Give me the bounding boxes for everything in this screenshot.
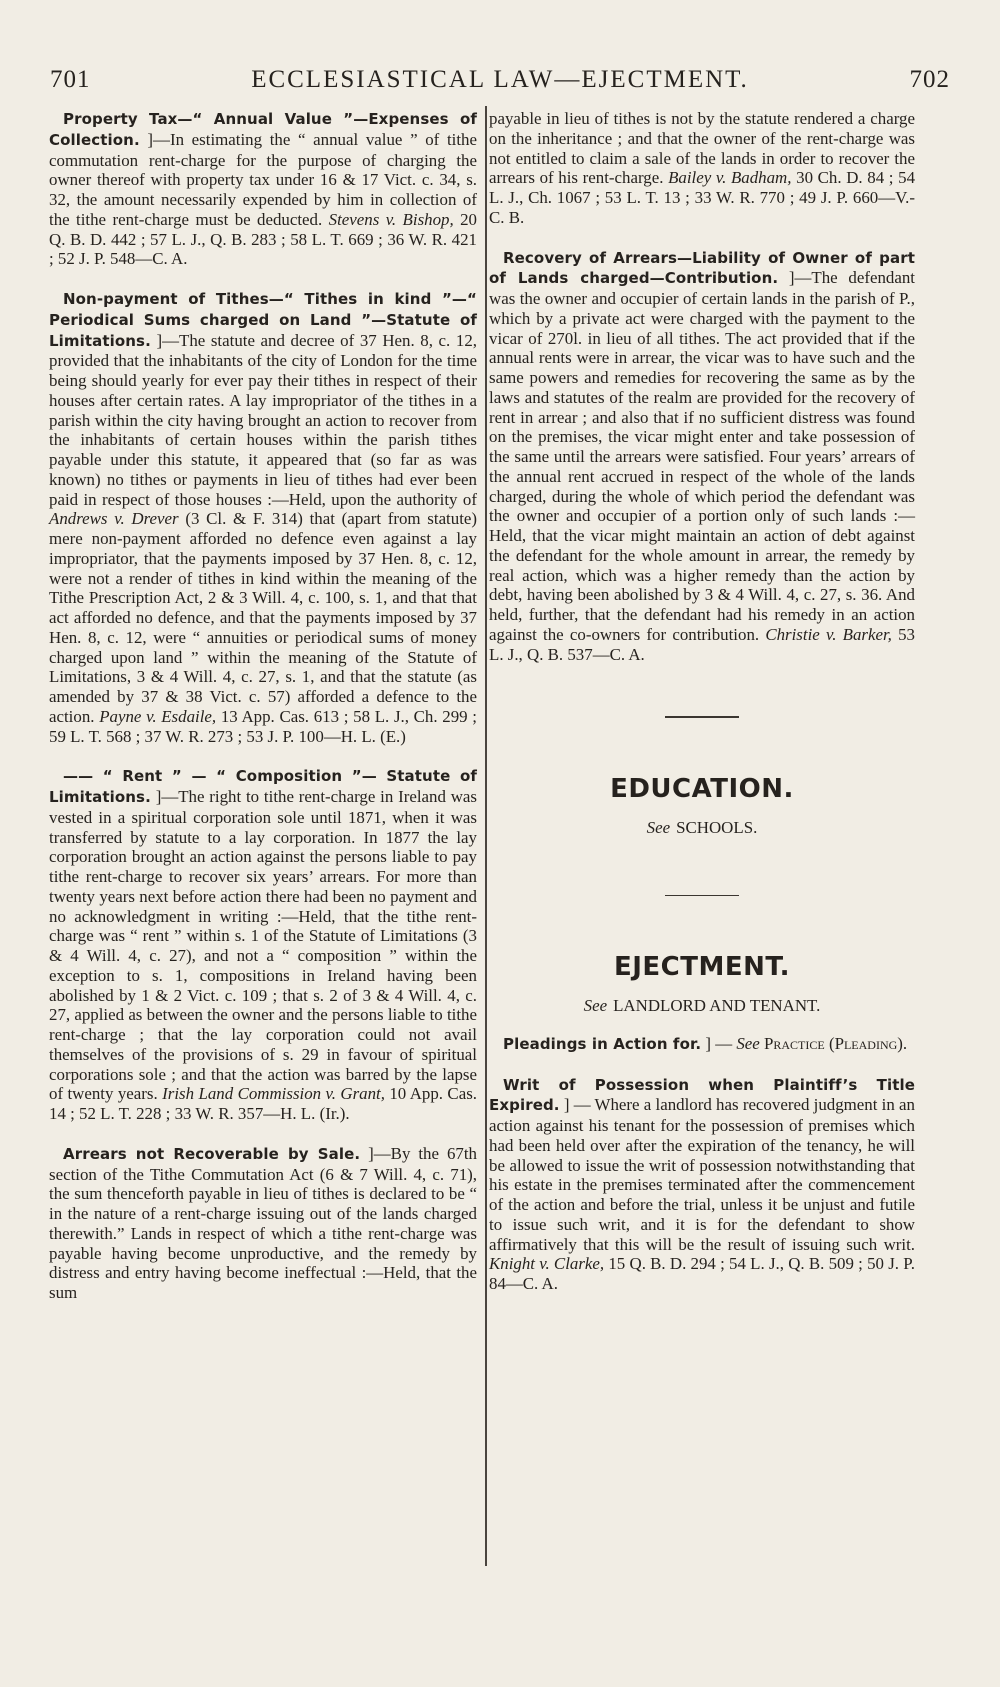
entry-heading: —— “ Rent ” — “ Composition ”— Statute of Limitations.: [49, 767, 477, 806]
case-name: Knight v. Clarke,: [489, 1254, 605, 1274]
entry-text: ]—In estimating the “ annual value ” of tithe commutation rent-charge for the purpose of charging the owner thereof with property tax under 16 & 17 Vict. c. 34, s. 32, the amount necessarily expended by him in collection of the tithe rent-charge must be deducted.: [49, 129, 477, 229]
entry-text: ]—The statute and decree of 37 Hen. 8, c. 12, provided that the inhabitants of the city of London for the time being should yearly for ever pay their tithes in respect of their houses after certain rates. A lay impropriator of the tithes in a parish within the city having brought an action to recover from the inhabitants of certain houses within the parish tithes payable under this statute, it appeared that (so far as was known) no tithes or payments in lieu of tithes had ever been paid in respect of those houses :—Held, upon the authority of: [49, 330, 477, 509]
cross-reference-target: LANDLORD AND TENANT.: [613, 996, 821, 1015]
entry-writ-possession: [489, 1075, 915, 1294]
entry-heading: Arrears not Recoverable by Sale.: [63, 1144, 361, 1163]
entry-heading: Pleadings in Action for.: [503, 1034, 702, 1053]
entry-heading: Non-payment of Tithes—“ Tithes in kind ”—“ Periodical Sums charged on Land ”—Statute of Limitations.: [49, 290, 477, 350]
case-name: Payne v. Esdaile,: [99, 706, 217, 726]
entry-heading: Recovery of Arrears—Liability of Owner of part of Lands charged—Contribution.: [489, 248, 915, 288]
entry-text: ] —: [701, 1033, 737, 1053]
entry-text: ] — Where a landlord has recovered judgment in an action against his tenant for the possession of premises which had been held over after the expiration of the tenancy, he will be allowed to issue the writ of possession notwithstanding that his estate in the premises terminated after the commencement of the action and before the trial, unless it be unjust and futile to issue such writ, and it is for the defendant to show affirmatively that this will be the result of issuing such writ.: [489, 1095, 915, 1254]
case-citation: 10 App. Cas. 14 ; 52 L. T. 228 ; 33 W. R. 357—H. L. (Ir.).: [49, 1084, 477, 1123]
running-header: [50, 66, 950, 106]
entry-text: ]—The right to tithe rent-charge in Ireland was vested in a spiritual corporation sole until 1871, when it was transferred by statute to a lay corporation. In 1877 the lay corporation brought an action against the persons liable to pay tithe rent-charge to recover six years’ arrears. For more than twenty years next before action there had been no payment and no acknowledgment in writing :—Held, that the tithe rent-charge was “ rent ” within s. 1 of the Statute of Limitations (3 & 4 Will. 4, c. 27), and not a “ composition ” within the exception to s. 1, compositions in Ireland having been abolished by 1 & 2 Vict. c. 109 ; that s. 2 of 3 & 4 Will. 4, c. 27, applied as between the owner and the persons liable to tithe rent-charge ; that the lay corporation could not avail themselves of the provisions of s. 29 in favour of spiritual corporations sole ; and that the action was barred by the lapse of twenty years.: [49, 787, 477, 1104]
case-citation: 13 App. Cas. 613 ; 58 L. J., Ch. 299 ; 59 L. T. 568 ; 37 W. R. 273 ; 53 J. P. 100—H. L. (E.): [49, 706, 477, 746]
section-heading-education: EDUCATION.: [610, 773, 794, 804]
entry-text: ]—The defendant was the owner and occupier of certain lands in the parish of P., which by a private act were charged with the payment to the vicar of 270l. in lieu of all tithes. The act provided that if the annual rents were in arrear, the vicar was to have such and the same powers and remedies for recovering the same as by the laws and statutes of the realm are provided for the recovery of rent in arrear ; and also that if no sufficient distress was found on the premises, the vicar might enter and take possession of the same until the arrears were satisfied. Four years’ arrears of the annual rent accrued in respect of the whole of the lands charged, during the whole of which period the defendant was the owner and occupier of a portion only of such lands :—Held, that the vicar might maintain an action of debt against the defendant for the whole amount in arrear, the remedy by real action, which was a higher remedy than the action by debt, having been abolished by 3 & 4 Will. 4, c. 27, s. 36. And held, further, that the defendant had his remedy in an action against the co-owners for contribution.: [489, 268, 915, 644]
cross-reference: [489, 996, 915, 1016]
entry-arrears-sale: [49, 1144, 477, 1303]
running-title: ECCLESIASTICAL LAW—EJECTMENT.: [251, 66, 749, 93]
left-column: [49, 109, 477, 1303]
case-citation: 53 L. J., Q. B. 537—C. A.: [489, 624, 915, 664]
entry-arrears-sale-continued: [489, 109, 915, 228]
see-label: See: [736, 1033, 760, 1053]
see-label: See: [583, 996, 608, 1015]
case-name: Christie v. Barker,: [765, 624, 892, 644]
entry-property-tax: [49, 109, 477, 269]
case-name: Bailey v. Badham,: [668, 168, 792, 188]
case-citation: 15 Q. B. D. 294 ; 54 L. J., Q. B. 509 ; 50 J. P. 84—C. A.: [489, 1254, 915, 1293]
case-name: Irish Land Commission v. Grant,: [162, 1084, 385, 1104]
case-citation: 30 Ch. D. 84 ; 54 L. J., Ch. 1067 ; 53 L. T. 13 ; 33 W. R. 770 ; 49 J. P. 660—V.-C. B.: [489, 168, 916, 227]
case-name: Stevens v. Bishop,: [328, 209, 454, 229]
cross-reference: [489, 818, 915, 838]
case-name: Andrews v. Drever: [49, 509, 179, 529]
section-heading-ejectment: EJECTMENT.: [613, 952, 791, 982]
entry-heading: Writ of Possession when Plaintiff’s Title Expired.: [489, 1075, 915, 1115]
entry-rent-composition: [49, 766, 477, 1124]
entry-non-payment: [49, 289, 477, 746]
entry-text: (3 Cl. & F. 314) that (apart from statute) mere non-payment afforded no defence even against a lay impropriator, that the payments imposed by 37 Hen. 8, c. 12, were not a render of tithes in kind within the meaning of the Tithe Prescription Act, 2 & 3 Will. 4, c. 100, s. 1, and that that act afforded no defence, and that the payments imposed by 37 Hen. 8, c. 12, were “ annuities or periodical sums of money charged upon land ” within the meaning of the Statute of Limitations, 3 & 4 Will. 4, c. 27, s. 1, and that the statute (as amended by 37 & 38 Vict. c. 57) afforded a defence to the action.: [49, 509, 478, 726]
page-number-right: 702: [909, 66, 950, 93]
column-divider: [485, 106, 487, 1566]
page-number-left: 701: [50, 66, 91, 93]
entry-text: ]—By the 67th section of the Tithe Commutation Act (6 & 7 Will. 4, c. 71), the sum thenceforth payable in lieu of tithes is declared to be “ in the nature of a rent-charge issuing out of the lands charged therewith.” Lands in respect of which a tithe rent-charge was payable having become unproductive, and the remedy by distress and entry having become ineffectual :—Held, that the sum: [49, 1143, 478, 1302]
entry-recovery-arrears: [489, 248, 915, 665]
right-column: [489, 109, 915, 1294]
entry-text: payable in lieu of tithes is not by the statute rendered a charge on the inheritance ; and that the owner of the rent-charge was not entitled to claim a sale of the lands in order to recover the arrears of his rent-charge.: [489, 109, 915, 188]
entry-pleadings: [489, 1034, 915, 1055]
cross-reference-target: SCHOOLS.: [676, 817, 758, 837]
see-label: See: [646, 817, 671, 837]
case-citation: 20 Q. B. D. 442 ; 57 L. J., Q. B. 283 ; 58 L. T. 669 ; 36 W. R. 421 ; 52 J. P. 548—C. A.: [49, 209, 477, 269]
cross-reference-target: Practice (Pleading).: [759, 1033, 908, 1053]
entry-heading: Property Tax—“ Annual Value ”—Expenses of Collection.: [49, 110, 477, 149]
